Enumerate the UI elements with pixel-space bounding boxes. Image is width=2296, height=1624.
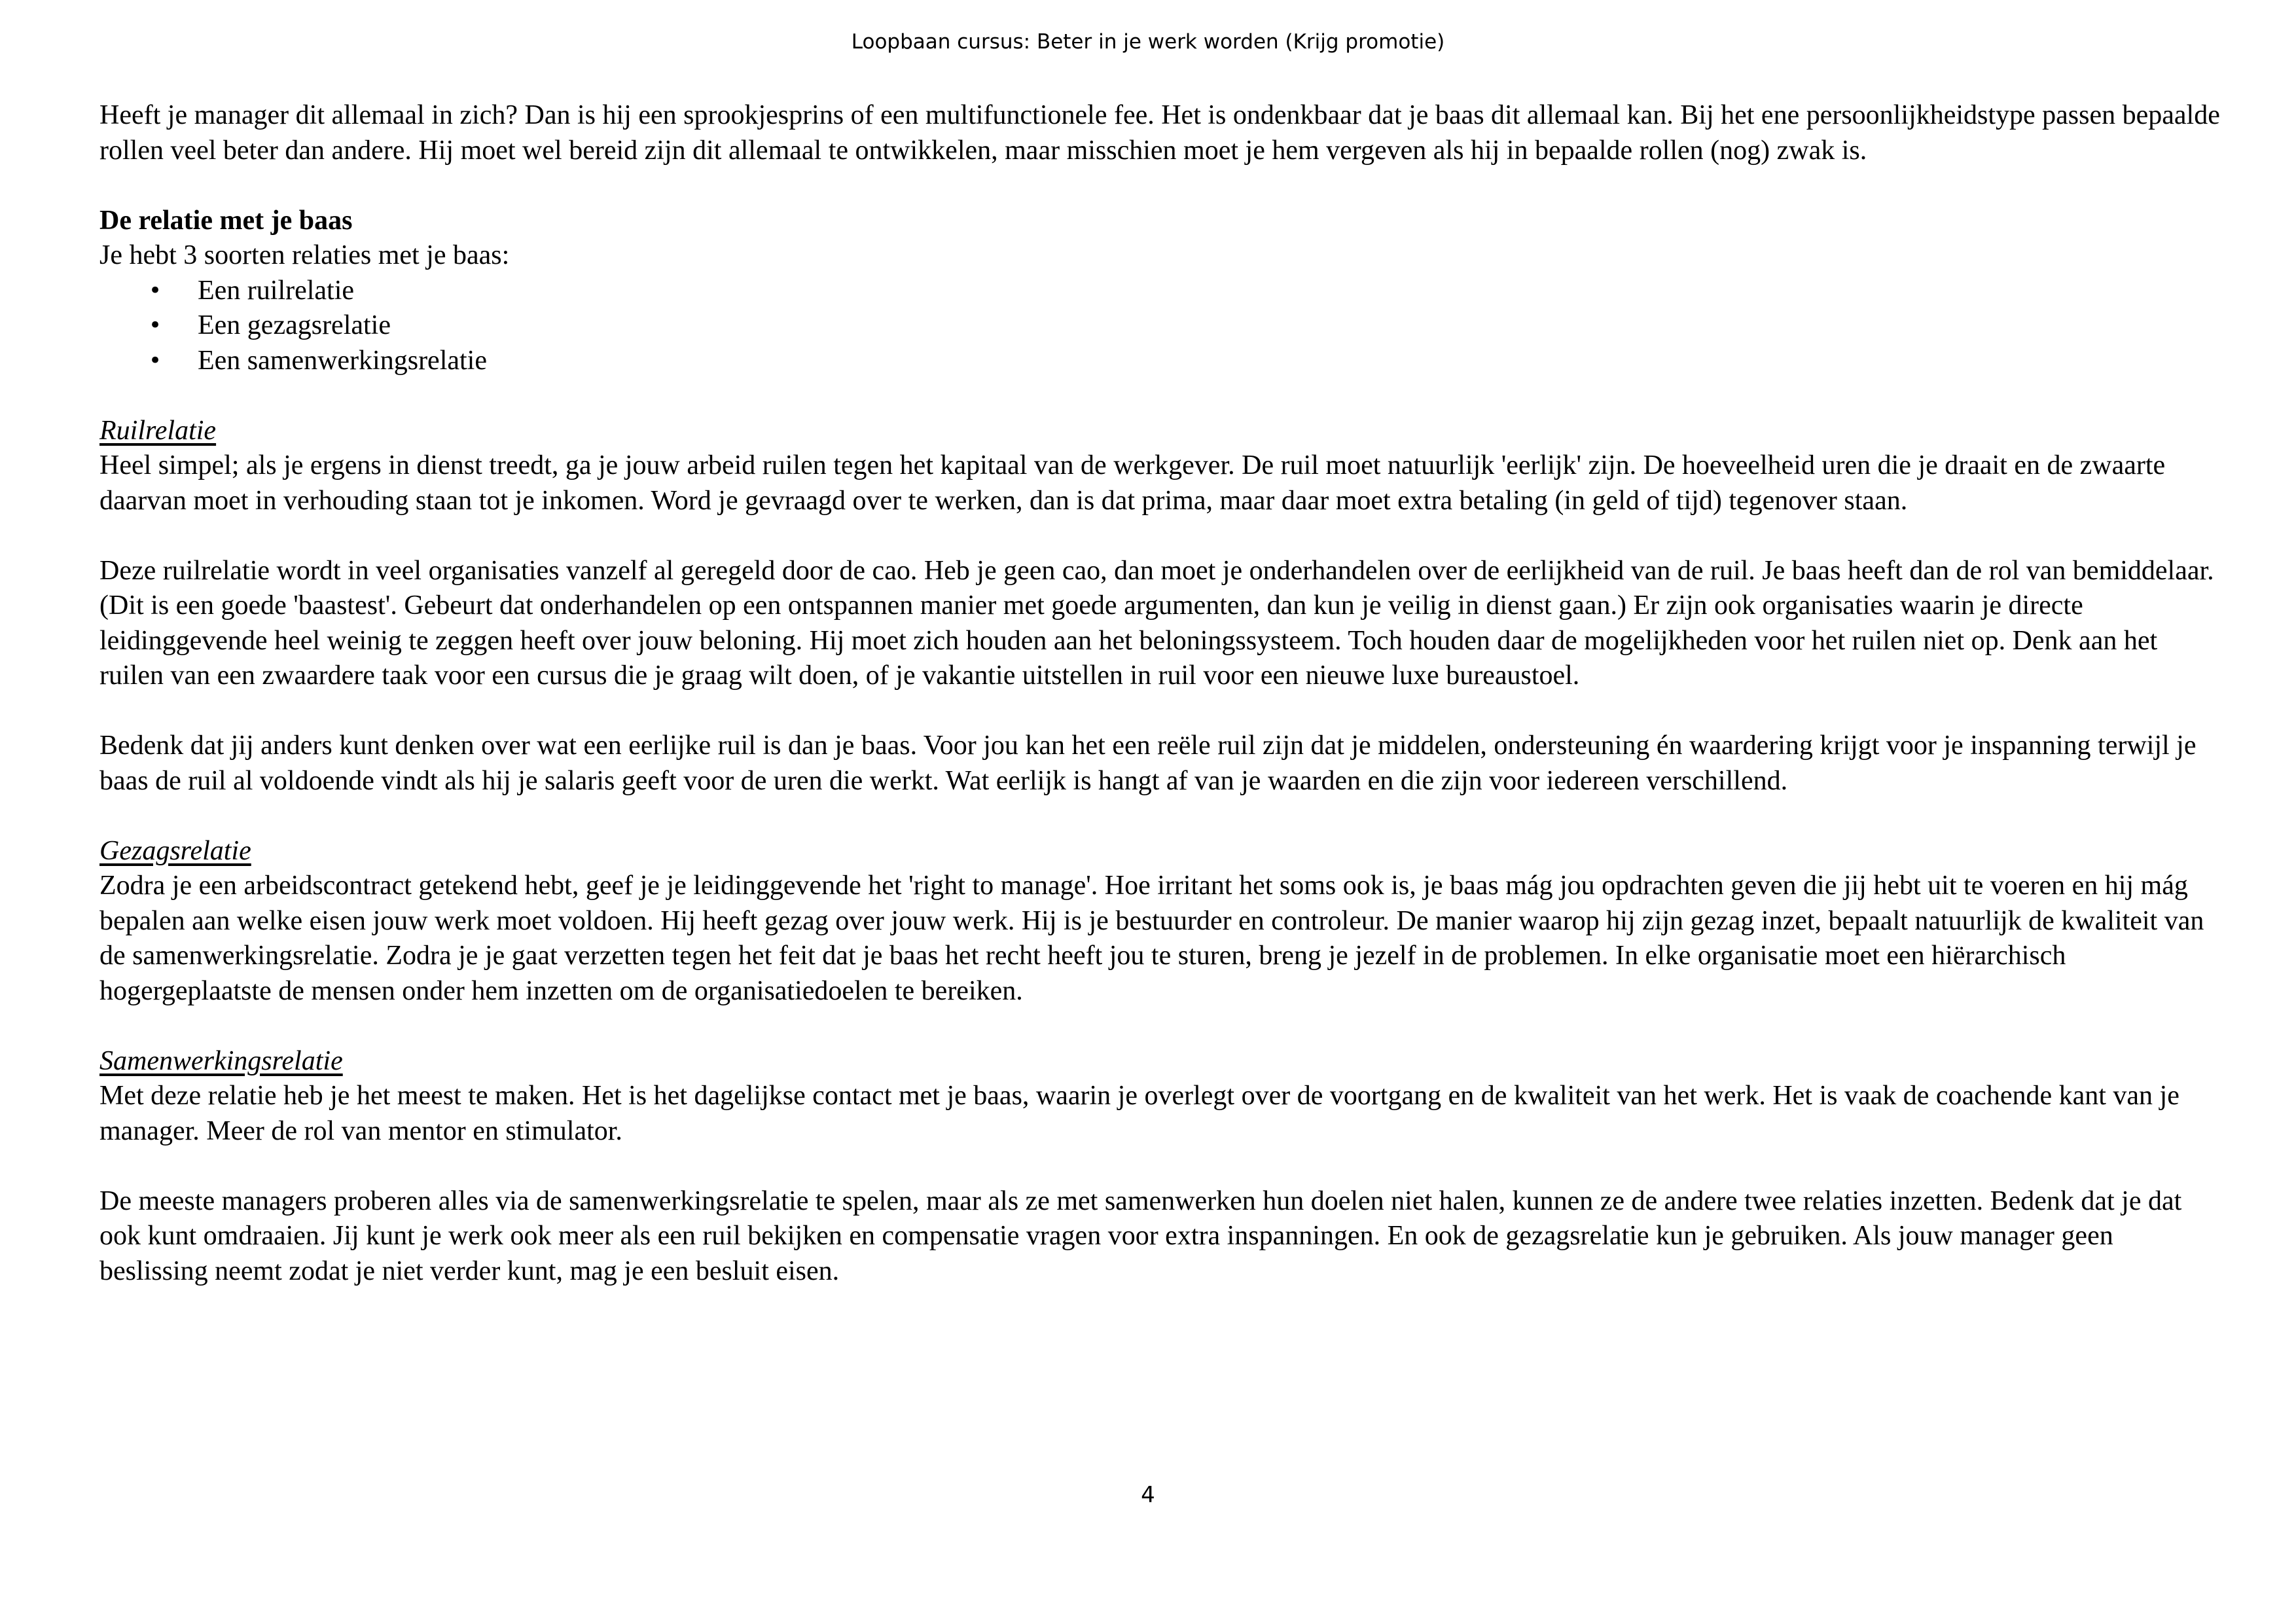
list-item [99,274,2220,309]
section-relatie [99,204,2220,379]
relatie-bullet-list [99,274,2220,379]
list-item-text: Een ruilrelatie [198,275,355,306]
list-item [99,308,2220,344]
gezagsrelatie-paragraph-1: Zodra je een arbeidscontract getekend hebt, geef je je leidinggevende het 'right to manage'. Hoe irritant het soms ook is, je baas mág jou opdrachten geven die jij hebt uit te voeren en hij mág bepalen aan welke eisen jouw werk moet voldoen. Hij heeft gezag over jouw werk. Hij is je bestuurder en controleur. De manier waarop hij zijn gezag inzet, bepaalt natuurlijk de kwaliteit van de samenwerkingsrelatie. Zodra je je gaat verzetten tegen het feit dat je baas het recht heeft jou te sturen, breng je jezelf in de problemen. In elke organisatie moet een hiërarchisch hogergeplaatste de mensen onder hem inzetten om de organisatiedoelen te bereiken. [99,871,2204,1006]
intro-paragraph: Heeft je manager dit allemaal in zich? Dan is hij een sprookjesprins of een multifunctionele fee. Het is ondenkbaar dat je baas dit allemaal kan. Bij het ene persoonlijkheidstype passen bepaalde rollen veel beter dan andere. Hij moet wel bereid zijn dit allemaal te ontwikkelen, maar misschien moet je hem vergeven als hij in bepaalde rollen (nog) zwak is. [99,100,2220,166]
samenwerkingsrelatie-paragraph-1: Met deze relatie heb je het meest te maken. Het is het dagelijkse contact met je baas, waarin je overlegt over de voortgang en de kwaliteit van het werk. Het is vaak de coachende kant van je manager. Meer de rol van mentor en stimulator. [99,1081,2179,1146]
list-item [99,344,2220,379]
section-heading-relatie: De relatie met je baas [99,205,353,236]
list-item-text: Een samenwerkingsrelatie [198,345,487,376]
bullet-icon: • [149,277,162,304]
section-heading-samenwerkingsrelatie: Samenwerkingsrelatie [99,1045,343,1076]
relatie-lead-text: Je hebt 3 soorten relaties met je baas: [99,240,510,270]
list-item-text: Een gezagsrelatie [198,310,391,340]
section-heading-ruilrelatie: Ruilrelatie [99,415,217,446]
section-gezagsrelatie [99,834,2220,1009]
page-number: 4 [1141,1482,1155,1508]
section-ruilrelatie [99,414,2220,799]
bullet-icon: • [149,347,162,374]
section-heading-gezagsrelatie: Gezagsrelatie [99,835,251,866]
ruilrelatie-paragraph-3: Bedenk dat jij anders kunt denken over wat een eerlijke ruil is dan je baas. Voor jou kan het een reële ruil zijn dat je middelen, ondersteuning én waardering krijgt voor je inspanning terwijl je baas de ruil al voldoende vindt als hij je salaris geeft voor de uren die werkt. Wat eerlijk is hangt af van je waarden en die zijn voor iedereen verschillend. [99,731,2197,796]
document-body [99,98,2220,1324]
ruilrelatie-paragraph-1: Heel simpel; als je ergens in dienst treedt, ga je jouw arbeid ruilen tegen het kapitaal van de werkgever. De ruil moet natuurlijk 'eerlijk' zijn. De hoeveelheid uren die je draait en de zwaarte daarvan moet in verhouding staan tot je inkomen. Word je gevraagd over te werken, dan is dat prima, maar daar moet extra betaling (in geld of tijd) tegenover staan. [99,450,2166,516]
ruilrelatie-paragraph-2: Deze ruilrelatie wordt in veel organisaties vanzelf al geregeld door de cao. Heb je geen cao, dan moet je onderhandelen over de eerlijkheid van de ruil. Je baas heeft dan de rol van bemiddelaar. (Dit is een goede 'baastest'. Gebeurt dat onderhandelen op een ontspannen manier met goede argumenten, dan kun je veilig in dienst gaan.) Er zijn ook organisaties waarin je directe leidinggevende heel weinig te zeggen heeft over jouw beloning. Hij moet zich houden aan het beloningssysteem. Toch houden daar de mogelijkheden voor het ruilen niet op. Denk aan het ruilen van een zwaardere taak voor een cursus die je graag wilt doen, of je vakantie uitstellen in ruil voor een nieuwe luxe bureaustoel. [99,555,2214,691]
page-header: Loopbaan cursus: Beter in je werk worden (Krijg promotie) [851,30,1445,54]
section-samenwerkingsrelatie [99,1044,2220,1290]
samenwerkingsrelatie-paragraph-2: De meeste managers proberen alles via de samenwerkingsrelatie te spelen, maar als ze met samenwerken hun doelen niet halen, kunnen ze de andere twee relaties inzetten. Bedenk dat je dat ook kunt omdraaien. Jij kunt je werk ook meer als een ruil bekijken en compensatie vragen voor extra inspanningen. En ook de gezagsrelatie kun je gebruiken. Als jouw manager geen beslissing neemt zodat je niet verder kunt, mag je een besluit eisen. [99,1185,2182,1286]
bullet-icon: • [149,312,162,338]
